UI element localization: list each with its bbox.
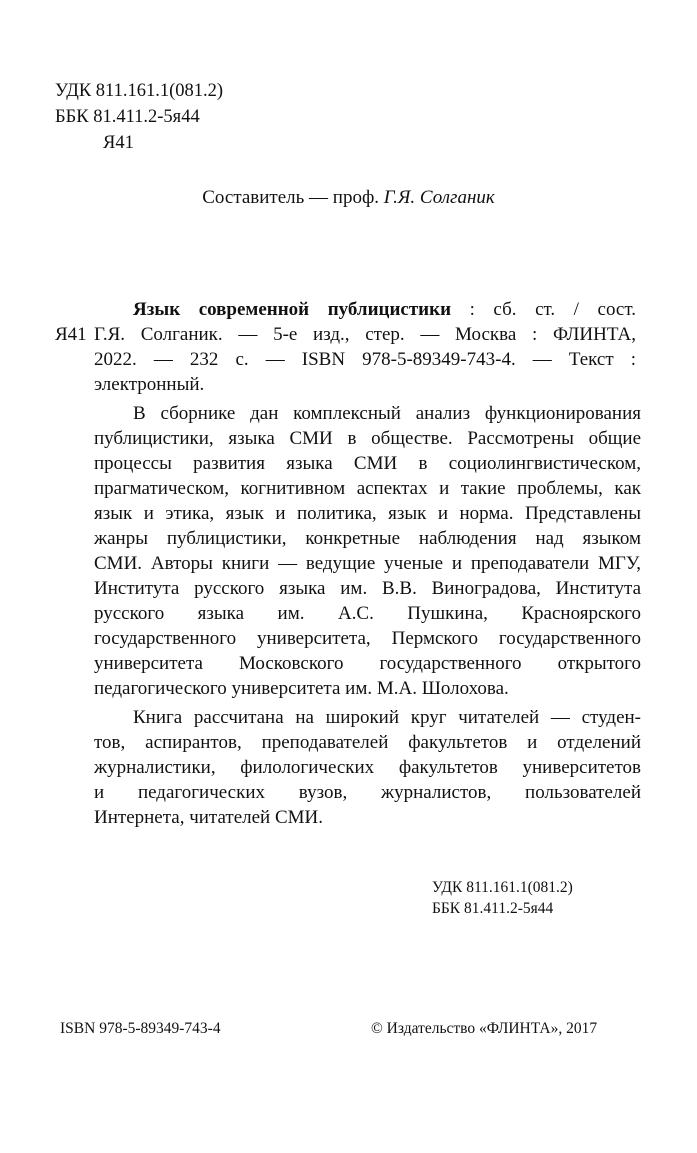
abstract-line: русского языка им. А.С. Пушкина, Красноярского — [94, 603, 641, 624]
record-line-3: 2022. — 232 с. — ISBN 978-5-89349-743-4. — Текст : — [94, 349, 636, 370]
abstract-line: жанры публицистики, конкретные наблюдения над языком — [94, 528, 641, 549]
abstract-line: публицистики, языка СМИ в обществе. Рассмотрены общие — [94, 428, 641, 449]
record-author-mark: Я41 — [55, 324, 87, 345]
abstract-line: процессы развития языка СМИ в социолингвистическом, — [94, 453, 641, 474]
record-line-1 — [133, 297, 636, 322]
compiler-line — [0, 185, 697, 211]
record-line-2: Г.Я. Солганик. — 5-е изд., стер. — Москва : ФЛИНТА, — [94, 324, 636, 345]
abstract-line: В сборнике дан комплексный анализ функционирования — [133, 403, 641, 424]
udk-code-bottom: УДК 811.161.1(081.2) — [432, 879, 573, 896]
author-mark: Я41 — [103, 133, 134, 153]
abstract-line: университета Московского государственного открытого — [94, 653, 641, 674]
bbk-code: ББК 81.411.2-5я44 — [55, 107, 200, 127]
abstract-line: Института русского языка им. В.В. Виноградова, Института — [94, 578, 641, 599]
classification-codes-top — [55, 78, 223, 156]
abstract-line: Книга рассчитана на широкий круг читателей — студен- — [133, 707, 641, 728]
copyright-notice: © Издательство «ФЛИНТА», 2017 — [371, 1020, 598, 1037]
abstract-line: государственного университета, Пермского государственного — [94, 628, 641, 649]
abstract-line: прагматическом, когнитивном аспектах и такие проблемы, как — [94, 478, 641, 499]
bbk-code-bottom: ББК 81.411.2-5я44 — [432, 900, 554, 917]
abstract-line: и педагогических вузов, журналистов, пользователей — [94, 782, 641, 803]
isbn-number: ISBN 978-5-89349-743-4 — [60, 1020, 221, 1037]
udk-code: УДК 811.161.1(081.2) — [55, 81, 224, 101]
book-title: Язык современной публицистики — [133, 299, 452, 320]
abstract-line: тов, аспирантов, преподавателей факультетов и отделений — [94, 732, 641, 753]
record-line-4: электронный. — [94, 374, 205, 395]
compiler-prefix: Составитель — проф. — [202, 187, 380, 208]
abstract-line: журналистики, филологических факультетов университетов — [94, 757, 641, 778]
abstract-line: Интернета, читателей СМИ. — [94, 807, 324, 828]
abstract-line: педагогического университета им. М.А. Шолохова. — [94, 678, 509, 699]
abstract-line: язык и этика, язык и политика, язык и норма. Представлены — [94, 503, 641, 524]
abstract-line: СМИ. Авторы книги — ведущие ученые и преподаватели МГУ, — [94, 553, 641, 574]
classification-codes-bottom — [432, 877, 573, 919]
record-line-1-rest: : сб. ст. / сост. — [469, 299, 636, 320]
compiler-name: Г.Я. Солганик — [383, 187, 495, 208]
